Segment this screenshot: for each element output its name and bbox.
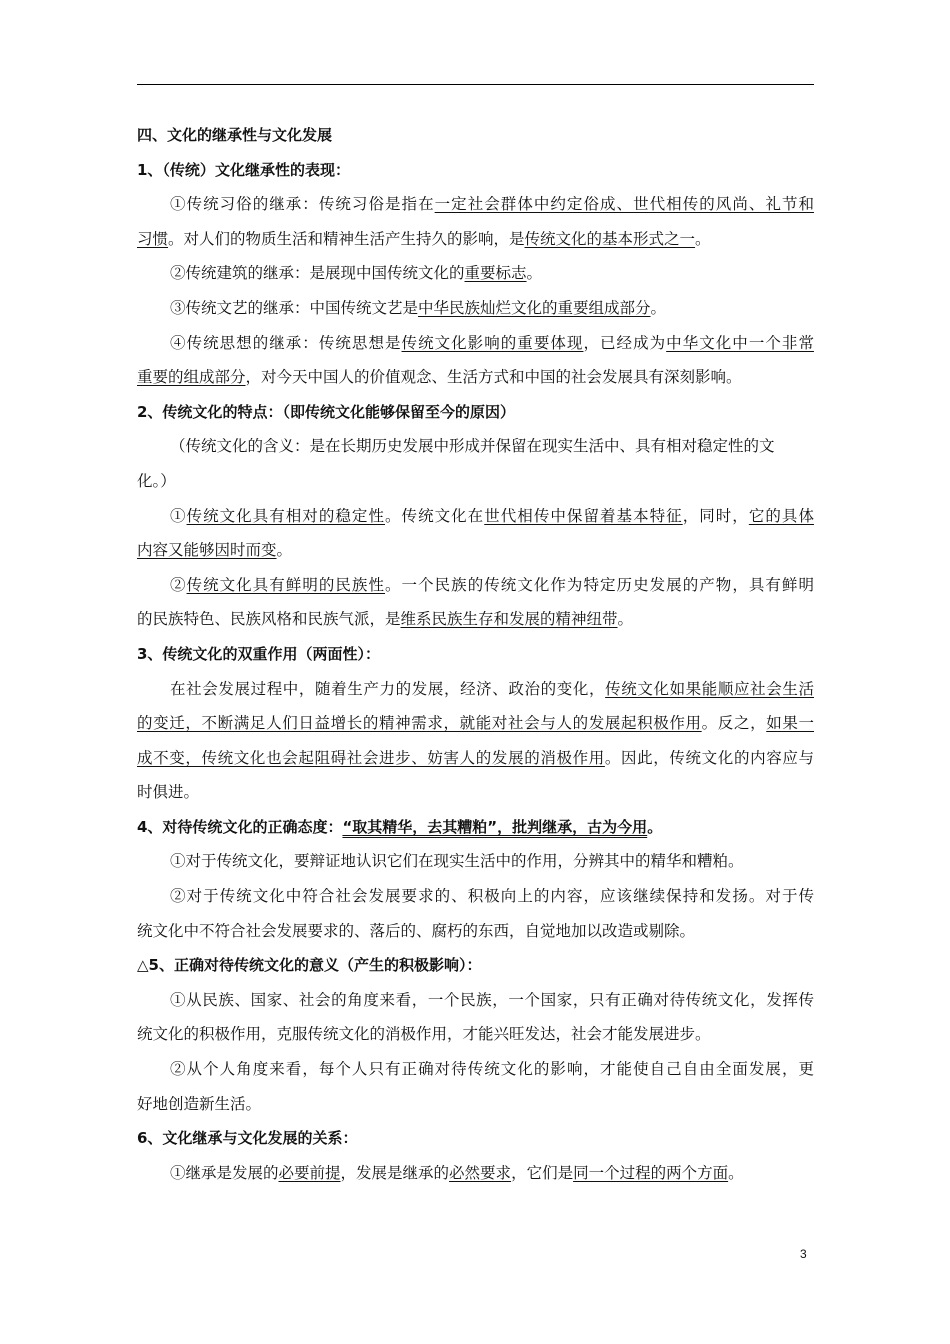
s2-p2-line1: ②传统文化具有鲜明的民族性。一个民族的传统文化作为特定历史发展的产物，具有鲜明 [170,575,814,594]
page-number: 3 [800,1247,807,1261]
s6-heading: 6、文化继承与文化发展的关系： [137,1129,358,1148]
s2-heading: 2、传统文化的特点：（即传统文化能够保留至今的原因） [137,402,515,421]
section-title: 四、文化的继承性与文化发展 [137,126,333,144]
s2-p1-line1: ①传统文化具有相对的稳定性。传统文化在世代相传中保留着基本特征，同时，它的具体 [170,506,814,525]
s1-p4-line2: 重要的组成部分，对今天中国人的价值观念、生活方式和中国的社会发展具有深刻影响。 [137,368,742,387]
s3-p1-line1: 在社会发展过程中，随着生产力的发展，经济、政治的变化，传统文化如果能顺应社会生活 [170,679,814,698]
s4-p2-line1: ②对于传统文化中符合社会发展要求的、积极向上的内容，应该继续保持和发扬。对于传 [170,887,814,906]
s1-p3: ③传统文艺的继承：中国传统文艺是中华民族灿烂文化的重要组成部分。 [170,298,667,317]
s5-p1-line1: ①从民族、国家、社会的角度来看，一个民族，一个国家，只有正确对待传统文化，发挥传 [170,990,814,1009]
s1-heading: 1、（传统）文化继承性的表现： [137,160,350,179]
s2-p1-line2: 内容又能够因时而变。 [137,541,293,560]
s3-p1-line3: 成不变，传统文化也会起阻碍社会进步、妨害人的发展的消极作用。因此，传统文化的内容应与 [137,748,814,767]
header-rule [137,84,814,85]
s5-heading: △5、正确对待传统文化的意义（产生的积极影响）： [137,956,482,975]
document-body [137,118,814,1190]
s2-p2-line2: 的民族特色、民族风格和民族气派，是维系民族生存和发展的精神纽带。 [137,610,634,629]
s3-heading: 3、传统文化的双重作用（两面性）： [137,644,380,663]
s2-note-line1: （传统文化的含义：是在长期历史发展中形成并保留在现实生活中、具有相对稳定性的文 [170,437,775,456]
s4-p2-line2: 统文化中不符合社会发展要求的、落后的、腐朽的东西，自觉地加以改造或剔除。 [137,921,696,940]
s3-p1-line2: 的变迁，不断满足人们日益增长的精神需求，就能对社会与人的发展起积极作用。反之，如果一 [137,714,814,733]
s5-p1-line2: 统文化的积极作用，克服传统文化的消极作用，才能兴旺发达，社会才能发展进步。 [137,1025,711,1044]
s1-p1-line2: 习惯。对人们的物质生活和精神生活产生持久的影响，是传统文化的基本形式之一。 [137,229,711,248]
s3-p1-line4: 时俱进。 [137,783,200,802]
s4-heading: 4、对待传统文化的正确态度：“取其精华，去其糟粕”，批判继承，古为今用。 [137,817,663,836]
s5-p2-line1: ②从个人角度来看，每个人只有正确对待传统文化的影响，才能使自己自由全面发展，更 [170,1060,814,1079]
s1-p1-line1: ①传统习俗的继承：传统习俗是指在一定社会群体中约定俗成、世代相传的风尚、礼节和 [170,195,814,214]
s1-p2: ②传统建筑的继承：是展现中国传统文化的重要标志。 [170,264,543,283]
s1-p4-line1: ④传统思想的继承：传统思想是传统文化影响的重要体现，已经成为中华文化中一个非常 [170,333,814,352]
s5-p2-line2: 好地创造新生活。 [137,1094,262,1113]
s2-note-line2: 化。） [137,471,176,490]
s4-p1: ①对于传统文化，要辩证地认识它们在现实生活中的作用，分辨其中的精华和糟粕。 [170,852,744,871]
s6-p1: ①继承是发展的必要前提，发展是继承的必然要求，它们是同一个过程的两个方面。 [170,1163,744,1182]
